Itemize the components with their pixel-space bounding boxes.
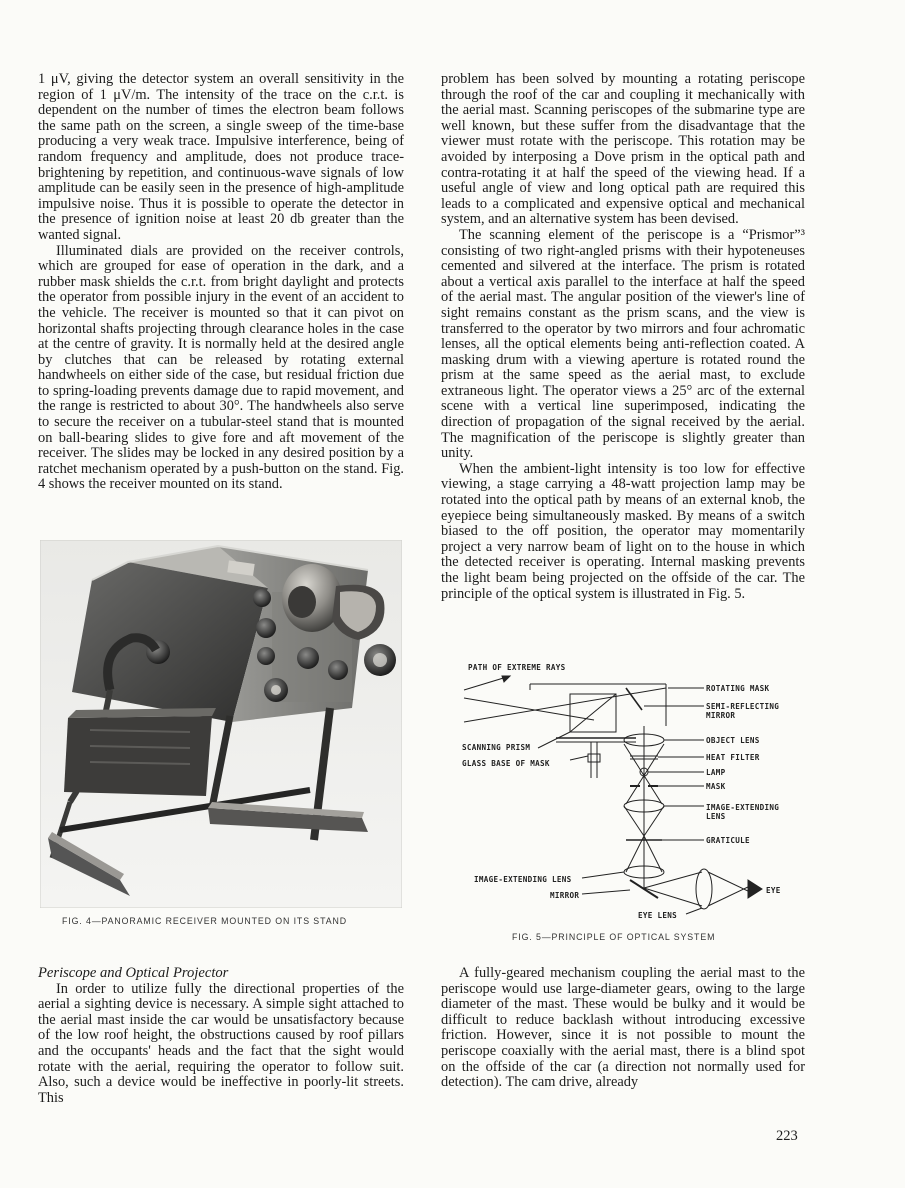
label-mirror: MIRROR — [550, 891, 580, 900]
right-column-top — [441, 72, 805, 602]
label-semi-reflecting-mirror: MIRROR — [706, 711, 736, 720]
label-eye: EYE — [766, 886, 781, 895]
paragraph: problem has been solved by mounting a rotating periscope through the roof of the car and coupling it mechanically with the aerial mast. Scanning periscopes of the submarine type are well known, but these suffer from the disadvantage that the viewer must rotate with the periscope. This rotation may be avoided by interposing a Dove prism in the optical path and contra-rotating it at half the speed of the viewing head. If a useful angle of view and long optical path are required this leads to a complicated and expensive optical and mechanical system, and an alternative system has been devised. — [441, 71, 805, 228]
receiver-photo — [40, 540, 402, 908]
label-image-extending-lens: IMAGE-EXTENDING LENS — [474, 875, 572, 884]
paragraph: Illuminated dials are provided on the receiver controls, which are grouped for ease of operation in the dark, and a rubber mask shields the c.r.t. from bright daylight and protects the operator from possible injury in the event of an accident to the vehicle. The receiver is mounted so that it can pivot on horizontal shafts projecting through clearance holes in the case at the centre of gravity. It is normally held at the desired angle by clutches that can be released by rotating external handwheels on either side of the case, but residual friction due to spring-loading prevents damage due to rapid movement, and the range is restricted to about 30°. The handwheels also serve to secure the receiver on a tubular-steel stand that is mounted on ball-bearing slides to give fore and aft movement of the receiver. The slides may be locked in any desired position by a ratchet mechanism operated by a push-button on the stand. Fig. 4 shows the receiver mounted on its stand. — [38, 242, 404, 493]
label-semi-reflecting: SEMI-REFLECTING — [706, 702, 780, 711]
paragraph: 1 μV, giving the detector system an overall sensitivity in the region of 1 μV/m. The intensity of the trace on the c.r.t. is dependent on the number of times the electron beam follows the same path on the screen, a single sweep of the time-base producing a very weak trace. Impulsive interference, being of random frequency and amplitude, does not produce trace-brightening by repetition, and continuous-wave signals of low amplitude can be easily seen in the presence of high-amplitude impulsive noise. Thus it is possible to operate the detector in the presence of ignition noise at least 20 db greater than the wanted signal. — [38, 71, 404, 243]
label-eye-lens: EYE LENS — [638, 911, 677, 920]
label-path-rays: PATH OF EXTREME RAYS — [468, 663, 566, 672]
label-lamp: LAMP — [706, 768, 726, 777]
figure-4-caption: FIG. 4—PANORAMIC RECEIVER MOUNTED ON ITS STAND — [62, 916, 347, 926]
paragraph: The scanning element of the periscope is a “Prismor”³ consisting of two right-angled prisms with their hypoteneuses cemented and silvered at the interface. The prism is rotated about a vertical axis parallel to the interface at half the speed of the aerial mast. The angular position of the viewer's line of sight remains constant as the prism scans, and the view is transferred to the operator by two mirrors and four achromatic lenses, all the optical elements being anti-reflection coated. A masking drum with a viewing aperture is rotated round the prism at the same speed as the aerial mast, to exclude extraneous light. The operator views a 25° arc of the external scene with a vertical line superimposed, indicating the direction of propagation of the signal received by the aerial. The magnification of the periscope is slightly greater than unity. — [441, 226, 805, 462]
optical-system-diagram — [446, 660, 806, 926]
label-scanning-prism: SCANNING PRISM — [462, 743, 531, 752]
label-rotating-mask: ROTATING MASK — [706, 684, 770, 693]
section-heading: Periscope and Optical Projector — [38, 965, 229, 981]
paragraph: A fully-geared mechanism coupling the aerial mast to the periscope would use large-diameter gears, owing to the large diameter of the mast. These would be bulky and it would be difficult to reduce backlash without introducing excessive friction. However, since it is not possible to mount the periscope coaxially with the aerial mast, there is a blind spot on the offside of the car (a direction not normally used for detection). The cam drive, already — [441, 965, 805, 1091]
paragraph: In order to utilize fully the directional properties of the aerial a sighting device is necessary. A simple sight attached to the aerial mast inside the car would be unsatisfactory because of the low roof height, the obstructions caused by roof pillars and the occupants' heads and the fact that the sight would rotate with the aerial, requiring the operator to follow suit. Also, such a device would be ineffective in poorly-lit streets. This — [38, 980, 404, 1106]
label-mask: MASK — [706, 782, 726, 791]
label-image-extending: IMAGE-EXTENDING — [706, 803, 780, 812]
label-heat-filter: HEAT FILTER — [706, 753, 760, 762]
paragraph: When the ambient-light intensity is too low for effective viewing, a stage carrying a 48-watt projection lamp may be rotated into the optical path by means of an external knob, the eyepiece being simultaneously masked. By means of a switch biased to the off position, the operator may momentarily project a very narrow beam of light on to the house in which the detected receiver is operating. Internal masking prevents the light beam being projected on the offside of the car. The principle of the optical system is illustrated in Fig. 5. — [441, 460, 805, 602]
label-graticule: GRATICULE — [706, 836, 750, 845]
left-column-top — [38, 72, 404, 493]
label-glass-base: GLASS BASE OF MASK — [462, 759, 550, 768]
right-column-bottom — [441, 966, 805, 1091]
label-object-lens: OBJECT LENS — [706, 736, 760, 745]
label-image-extending-lens-top: LENS — [706, 812, 726, 821]
page-number: 223 — [776, 1128, 798, 1144]
figure-5-caption: FIG. 5—PRINCIPLE OF OPTICAL SYSTEM — [512, 932, 716, 942]
left-column-bottom — [38, 966, 404, 1106]
